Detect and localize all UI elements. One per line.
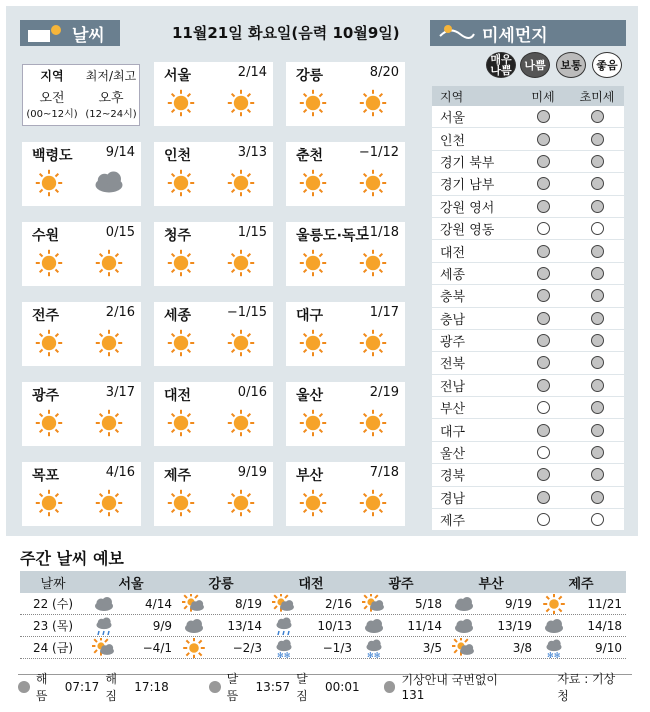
sun-icon (298, 88, 328, 118)
pm25-level (591, 267, 604, 280)
dust-row (432, 285, 624, 307)
pm10-level (537, 491, 550, 504)
dust-header-label: 미세먼지 (482, 25, 548, 46)
weekly-temp: −1/3 (322, 640, 352, 655)
pm10-level (537, 424, 550, 437)
city-card (154, 382, 273, 446)
city-temp: 3/13 (237, 145, 267, 160)
city-temp: 4/16 (105, 465, 135, 480)
city-temp: 1/17 (369, 305, 399, 320)
city-name: 광주 (32, 388, 60, 404)
dust-row (432, 509, 624, 531)
weekly-cell (266, 594, 356, 614)
city-name: 서울 (164, 68, 192, 84)
weekly-cell (446, 616, 536, 636)
sunset-time: 17:18 (134, 679, 169, 694)
cloud-icon (362, 616, 386, 636)
weekly-temp: 11/21 (587, 596, 622, 611)
sun-icon (226, 408, 256, 438)
city-temp: 8/20 (369, 65, 399, 80)
weekly-cell (176, 594, 266, 614)
weekly-cell (86, 594, 176, 614)
dust-col-pm10: 미세 (531, 89, 555, 104)
dust-region: 경기 북부 (440, 155, 495, 171)
pm10-level (537, 133, 550, 146)
weekly-temp: −2/3 (232, 640, 262, 655)
sun-icon (226, 168, 256, 198)
moonset-time: 00:01 (325, 679, 360, 694)
weekly-temp: 10/13 (317, 618, 352, 633)
rain-icon (272, 616, 296, 636)
dust-region: 강원 영동 (440, 223, 495, 239)
pm10-level (537, 513, 550, 526)
dust-region: 대전 (440, 245, 466, 261)
sun-icon (358, 168, 388, 198)
pm25-level (591, 133, 604, 146)
dust-region: 충북 (440, 290, 466, 306)
dust-region: 인천 (440, 133, 466, 149)
sun-cloud-icon (182, 594, 206, 614)
dust-row (432, 128, 624, 150)
dust-region: 제주 (440, 514, 466, 530)
dust-region: 경북 (440, 469, 466, 485)
city-name: 제주 (164, 468, 192, 484)
dust-region: 세종 (440, 267, 466, 283)
svg-text:✻✻: ✻✻ (547, 650, 561, 658)
weekly-col-header: 광주 (388, 576, 414, 592)
weekly-temp: 5/18 (415, 596, 442, 611)
legend-pm-sub: (12~24시) (85, 109, 137, 120)
pm25-level (591, 177, 604, 190)
moonrise-label: 달뜸 (226, 671, 239, 703)
sun-cloud-icon (452, 638, 476, 658)
city-temp: 2/16 (105, 305, 135, 320)
dust-row (432, 151, 624, 173)
dust-region: 부산 (440, 402, 466, 418)
cloud-icon (182, 616, 206, 636)
dust-badge: 나쁨 (520, 52, 550, 78)
sun-icon (358, 248, 388, 278)
svg-text:✻✻: ✻✻ (367, 650, 381, 658)
dust-row (432, 352, 624, 374)
weekly-cell (266, 638, 356, 658)
pm10-level (537, 356, 550, 369)
legend-am: 오전 (39, 91, 65, 106)
city-card (286, 382, 405, 446)
weekly-date: 23 (목) (32, 619, 74, 633)
moonset-label: 달짐 (296, 671, 308, 703)
dust-region: 전북 (440, 357, 466, 373)
dust-header (430, 20, 626, 46)
weekly-temp: 13/14 (227, 618, 262, 633)
weekly-temp: −4/1 (142, 640, 172, 655)
city-temp: 9/19 (237, 465, 267, 480)
city-card (22, 222, 141, 286)
weekly-header (20, 571, 626, 593)
dust-row (432, 218, 624, 240)
weekly-col-header: 제주 (568, 576, 594, 592)
rain-icon (92, 616, 116, 636)
sun-icon (166, 88, 196, 118)
weekly-cell (176, 638, 266, 658)
sun-icon (298, 248, 328, 278)
sun-icon (358, 328, 388, 358)
pm10-level (537, 110, 550, 123)
weekly-forecast-table (20, 571, 626, 659)
city-name: 울산 (296, 388, 324, 404)
pm25-level (591, 401, 604, 414)
sun-icon (94, 328, 124, 358)
moon-icon (209, 681, 221, 693)
hotline: 기상안내 국번없이 131 (401, 673, 499, 702)
dust-row (432, 375, 624, 397)
weekly-temp: 9/19 (505, 596, 532, 611)
dust-row (432, 263, 624, 285)
weekly-temp: 9/9 (152, 618, 172, 633)
sun-icon (166, 408, 196, 438)
dust-row (432, 397, 624, 419)
city-name: 목포 (32, 468, 60, 484)
dust-region: 경남 (440, 491, 466, 507)
pm25-level (591, 289, 604, 302)
city-card (154, 222, 273, 286)
weekly-cell (446, 594, 536, 614)
weekly-temp: 11/14 (407, 618, 442, 633)
weekly-cell (536, 594, 626, 614)
svg-text:✻✻: ✻✻ (277, 650, 291, 658)
dust-row (432, 240, 624, 262)
dust-row (432, 487, 624, 509)
city-name: 백령도 (32, 148, 73, 164)
city-temp: 7/18 (369, 465, 399, 480)
weather-header (20, 20, 120, 46)
city-name: 청주 (164, 228, 192, 244)
pm10-level (537, 312, 550, 325)
dust-table (432, 86, 624, 531)
city-card (154, 62, 273, 126)
weekly-cell (446, 638, 536, 658)
legend-am-sub: (00~12시) (26, 109, 78, 120)
weekly-date: 24 (금) (32, 641, 74, 655)
dust-row (432, 330, 624, 352)
pm10-level (537, 379, 550, 392)
city-card (22, 382, 141, 446)
city-temp: 3/17 (105, 385, 135, 400)
pm10-level (537, 200, 550, 213)
pm10-level (537, 245, 550, 258)
legend-minmax: 최저/최고 (85, 69, 137, 83)
dust-col-pm25: 초미세 (579, 89, 615, 104)
dust-region: 충남 (440, 312, 466, 328)
sun-icon (166, 248, 196, 278)
pm25-level (591, 356, 604, 369)
cloud-icon (542, 616, 566, 636)
city-name: 세종 (164, 308, 192, 324)
pm10-level (537, 177, 550, 190)
dust-row (432, 173, 624, 195)
dust-row (432, 308, 624, 330)
sunset-label: 해짐 (105, 671, 117, 703)
weekly-cell (356, 594, 446, 614)
weekly-cell (356, 638, 446, 658)
sun-icon (298, 168, 328, 198)
weekly-row (20, 615, 626, 637)
city-name: 전주 (32, 308, 60, 324)
sun-icon (94, 488, 124, 518)
pm25-level (591, 334, 604, 347)
pm25-level (591, 245, 604, 258)
sun-icon (166, 328, 196, 358)
dust-region: 서울 (440, 111, 466, 127)
date-line: 11월21일 화요일(음력 10월9일) (172, 24, 400, 42)
city-card (286, 142, 405, 206)
sunrise-label: 해뜸 (35, 671, 48, 703)
sun-icon (34, 488, 64, 518)
city-name: 대구 (296, 308, 324, 324)
weekly-temp: 8/19 (235, 596, 262, 611)
weekly-temp: 9/10 (595, 640, 622, 655)
legend-region: 지역 (40, 69, 64, 83)
city-name: 부산 (296, 468, 324, 484)
sun-cloud-icon (272, 594, 296, 614)
city-card (22, 302, 141, 366)
cloud-icon (94, 168, 124, 198)
weekly-temp: 13/19 (497, 618, 532, 633)
pm10-level (537, 222, 550, 235)
city-name: 춘천 (296, 148, 324, 164)
dust-region: 전남 (440, 379, 466, 395)
city-temp: 0/16 (237, 385, 267, 400)
city-card (22, 462, 141, 526)
pm25-level (591, 155, 604, 168)
sun-icon (298, 488, 328, 518)
city-card (286, 462, 405, 526)
weekly-col-header: 강릉 (208, 576, 234, 592)
weekly-col-header: 날짜 (40, 576, 66, 592)
pm10-level (537, 155, 550, 168)
pm25-level (591, 222, 604, 235)
weekly-col-header: 대전 (298, 576, 324, 592)
city-card (22, 142, 141, 206)
dust-row (432, 442, 624, 464)
sun-cloud-icon (92, 638, 116, 658)
weekly-row (20, 637, 626, 659)
city-name: 인천 (164, 148, 192, 164)
cloud-icon (452, 616, 476, 636)
city-temp: −1/15 (226, 305, 267, 320)
pm25-level (591, 513, 604, 526)
weekly-temp: 3/5 (422, 640, 442, 655)
pm10-level (537, 446, 550, 459)
dust-region: 울산 (440, 447, 466, 463)
sun-icon (34, 168, 64, 198)
weekly-cell (356, 616, 446, 636)
sun-icon (358, 488, 388, 518)
pm25-level (591, 468, 604, 481)
pm25-level (591, 379, 604, 392)
city-temp: 11/18 (361, 225, 399, 240)
sun-icon (34, 328, 64, 358)
city-name: 울릉도·독도 (296, 228, 369, 244)
city-card (286, 302, 405, 366)
snow-icon (542, 638, 566, 658)
wind-icon (436, 22, 476, 44)
pm25-level (591, 200, 604, 213)
sun-icon (298, 328, 328, 358)
sun-icon (542, 594, 566, 614)
weekly-cell (86, 616, 176, 636)
sun-icon (166, 168, 196, 198)
pm25-level (591, 312, 604, 325)
city-name: 강릉 (296, 68, 324, 84)
cloud-icon (452, 594, 476, 614)
weekly-date: 22 (수) (32, 597, 74, 611)
city-temp: 0/15 (105, 225, 135, 240)
sun-icon (34, 408, 64, 438)
weekly-temp: 2/16 (325, 596, 352, 611)
dust-row (432, 464, 624, 486)
dust-badge: 좋음 (592, 52, 622, 78)
dust-region: 강원 영서 (440, 200, 495, 216)
weekly-cell (176, 616, 266, 636)
cloud-icon (92, 594, 116, 614)
sun-icon (94, 248, 124, 278)
snow-icon (362, 638, 386, 658)
city-temp: 2/14 (237, 65, 267, 80)
source: 자료 : 기상청 (557, 671, 616, 703)
dust-table-header (432, 86, 624, 106)
weekly-temp: 14/18 (587, 618, 622, 633)
sun-cloud-icon (362, 594, 386, 614)
sun-icon (358, 408, 388, 438)
snow-icon (272, 638, 296, 658)
city-temp: 2/19 (369, 385, 399, 400)
sun-cloud-icon (26, 22, 66, 44)
dust-badge: 보통 (556, 52, 586, 78)
city-card (286, 222, 405, 286)
city-temp: −1/12 (358, 145, 399, 160)
dust-badge: 매우 나쁨 (486, 52, 516, 78)
sun-icon (166, 488, 196, 518)
sun-icon (34, 248, 64, 278)
weekly-cell (86, 638, 176, 658)
pm10-level (537, 334, 550, 347)
dust-row (432, 419, 624, 441)
dust-region: 광주 (440, 335, 466, 351)
sun-icon (182, 638, 206, 658)
dust-row (432, 196, 624, 218)
sun-icon (298, 408, 328, 438)
city-card (154, 142, 273, 206)
pm25-level (591, 110, 604, 123)
sun-icon (226, 88, 256, 118)
pm10-level (537, 468, 550, 481)
sun-icon (226, 328, 256, 358)
dust-region: 대구 (440, 424, 466, 440)
city-name: 수원 (32, 228, 60, 244)
pm10-level (537, 401, 550, 414)
weekly-cell (536, 638, 626, 658)
city-temp: 1/15 (237, 225, 267, 240)
weekly-title: 주간 날씨 예보 (20, 549, 124, 568)
city-card (286, 62, 405, 126)
phone-icon (384, 681, 396, 693)
city-name: 대전 (164, 388, 192, 404)
sun-icon (226, 488, 256, 518)
dust-row (432, 106, 624, 128)
sun-icon (94, 408, 124, 438)
footer (18, 671, 632, 703)
weekly-row (20, 593, 626, 615)
sunrise-time: 07:17 (64, 679, 100, 694)
sun-icon (358, 88, 388, 118)
weekly-col-header: 서울 (118, 576, 144, 592)
moonrise-time: 13:57 (255, 679, 291, 694)
pm25-level (591, 446, 604, 459)
weather-header-label: 날씨 (72, 25, 105, 46)
dust-region: 경기 남부 (440, 178, 495, 194)
pm25-level (591, 491, 604, 504)
pm25-level (591, 424, 604, 437)
weekly-cell (266, 616, 356, 636)
weekly-cell (536, 616, 626, 636)
weekly-temp: 4/14 (145, 596, 172, 611)
weekly-temp: 3/8 (512, 640, 532, 655)
legend-box (22, 64, 140, 126)
city-temp: 9/14 (105, 145, 135, 160)
sunrise-icon (18, 681, 30, 693)
sun-icon (226, 248, 256, 278)
dust-col-region: 지역 (440, 89, 464, 104)
city-card (154, 462, 273, 526)
pm10-level (537, 289, 550, 302)
legend-pm: 오후 (98, 91, 124, 106)
city-card (154, 302, 273, 366)
pm10-level (537, 267, 550, 280)
weekly-col-header: 부산 (478, 576, 504, 592)
